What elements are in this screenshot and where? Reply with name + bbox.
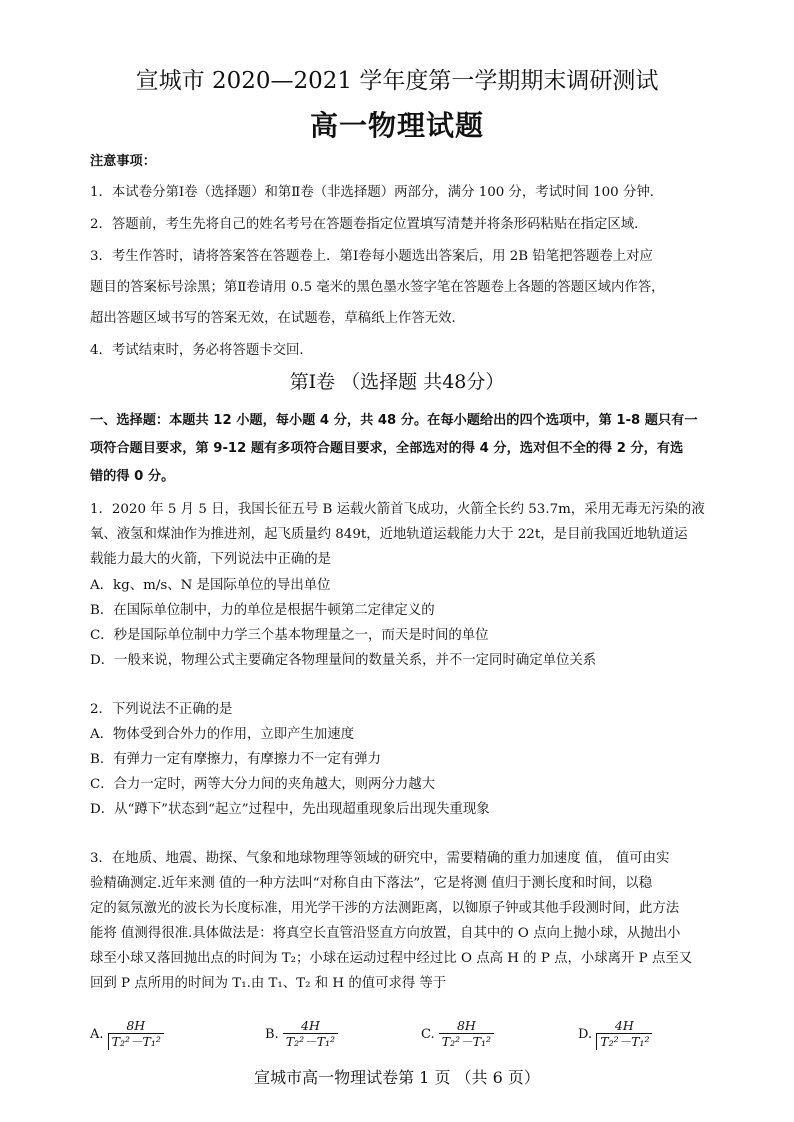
question-1-stem: 1．2020 年 5 月 5 日，我国长征五号 B 运载火箭首飞成功，火箭全长约 53.7m，采用无毒无污染的液	[90, 502, 705, 517]
instruction-line: 一、选择题：本题共 12 小题，每小题 4 分，共 48 分。在每小题给出的四个选项中，第 1-8 题只有一	[90, 413, 698, 428]
note-line: 2．答题前，考生先将自己的姓名考号在答题卷指定位置填写清楚并将条形码粘贴在指定区域．	[90, 217, 648, 232]
question-3-option-d	[578, 1018, 652, 1050]
option-label: B.	[265, 1026, 279, 1042]
fraction-numerator: 4H	[614, 1018, 634, 1033]
question-1-option-b: B．在国际单位制中，力的单位是根据牛顿第二定律定义的	[90, 603, 435, 618]
question-3-stem: 能将 值测得很准.具体做法是：将真空长直管沿竖直方向放置，自其中的 O 点向上抛小球，从抛出小	[90, 926, 681, 941]
page-footer: 宣城市高一物理试卷第 1 页 （共 6 页）	[254, 1068, 540, 1087]
note-line: 1．本试卷分第Ⅰ卷（选择题）和第Ⅱ卷（非选择题）两部分，满分 100 分，考试时间 100 分钟．	[90, 185, 664, 200]
question-3-stem: 3．在地质、地震、勘探、气象和地球物理等领域的研究中，需要精确的重力加速度 值， 值可由实	[90, 851, 670, 866]
fraction	[108, 1018, 164, 1050]
question-3-option-a	[90, 1018, 164, 1050]
question-2-option-b: B．有弹力一定有摩擦力，有摩擦力不一定有弹力	[90, 752, 382, 767]
exam-subject-title: 高一物理试题	[309, 109, 484, 142]
question-3-stem: 验精确测定.近年来测 值的一种方法叫“对称自由下落法”，它是将测 值归于测长度和时间，以稳	[90, 876, 653, 891]
question-2-option-a: A．物体受到合外力的作用，立即产生加速度	[90, 727, 355, 742]
option-label: C.	[421, 1026, 435, 1042]
note-line: 3．考生作答时，请将答案答在答题卷上．第Ⅰ卷每小题选出答案后，用 2B 铅笔把答题卷上对应	[90, 249, 653, 264]
question-2-option-c: C．合力一定时，两等大分力间的夹角越大，则两分力越大	[90, 777, 436, 792]
question-1-stem: 载能力最大的火箭，下列说法中正确的是	[90, 552, 332, 567]
fraction-denominator: T₂²－T₁²	[439, 1033, 494, 1050]
fraction-denominator: T₂²－T₁²	[283, 1033, 338, 1050]
fraction	[439, 1018, 494, 1050]
fraction-numerator: 8H	[126, 1018, 146, 1033]
fraction-numerator: 8H	[456, 1018, 476, 1033]
fraction-denominator-sqrt: T₂²－T₁²	[108, 1033, 164, 1050]
question-1-option-d: D．一般来说，物理公式主要确定各物理量间的数量关系，并不一定同时确定单位关系	[90, 653, 597, 668]
fraction-numerator: 4H	[301, 1018, 320, 1033]
question-3-stem: 定的氦氖激光的波长为长度标准，用光学干涉的方法测距离，以铷原子钟或其他手段测时间，此方法	[90, 901, 680, 916]
question-1-option-a: A．kg、m/s、N 是国际单位的导出单位	[90, 578, 331, 593]
exam-title: 宣城市 2020—2021 学年度第一学期期末调研测试	[135, 68, 659, 94]
question-3-stem: 球至小球又落回抛出点的时间为 T₂；小球在运动过程中经过比 O 点高 H 的 P 点，小球离开 P 点至又	[90, 951, 693, 966]
instruction-line: 项符合题目要求，第 9-12 题有多项符合题目要求，全部选对的得 4 分，选对但不全的得 2 分，有选	[90, 441, 684, 456]
notes-heading: 注意事项：	[90, 154, 156, 169]
fraction-denominator-sqrt: T₂²－T₁²	[596, 1033, 652, 1050]
question-1-option-c: C．秒是国际单位制中力学三个基本物理量之一，而天是时间的单位	[90, 628, 489, 643]
question-2-option-d: D．从“蹲下”状态到“起立”过程中，先出现超重现象后出现失重现象	[90, 802, 490, 817]
question-2-stem: 2．下列说法不正确的是	[90, 702, 233, 717]
question-3-option-c	[421, 1018, 494, 1050]
instruction-line: 错的得 0 分。	[90, 469, 175, 484]
note-line: 题目的答案标号涂黑；第Ⅱ卷请用 0.5 毫米的黑色墨水签字笔在答题卷上各题的答题区域内作答，	[90, 280, 665, 295]
section-title: 第Ⅰ卷 （选择题 共48分）	[289, 371, 505, 393]
note-line: 4．考试结束时，务必将答题卡交回．	[90, 343, 313, 358]
fraction	[283, 1018, 338, 1050]
fraction	[596, 1018, 652, 1050]
question-3-stem: 回到 P 点所用的时间为 T₁.由 T₁、T₂ 和 H 的值可求得 等于	[90, 976, 447, 991]
question-3-option-b	[265, 1018, 338, 1050]
option-label: A.	[90, 1026, 104, 1042]
note-line: 超出答题区域书写的答案无效，在试题卷，草稿纸上作答无效．	[90, 311, 465, 326]
question-1-stem: 氧、液氢和煤油作为推进剂，起飞质量约 849t，近地轨道运载能力大于 22t，是目前我国近地轨道运	[90, 527, 688, 542]
option-label: D.	[578, 1026, 593, 1042]
